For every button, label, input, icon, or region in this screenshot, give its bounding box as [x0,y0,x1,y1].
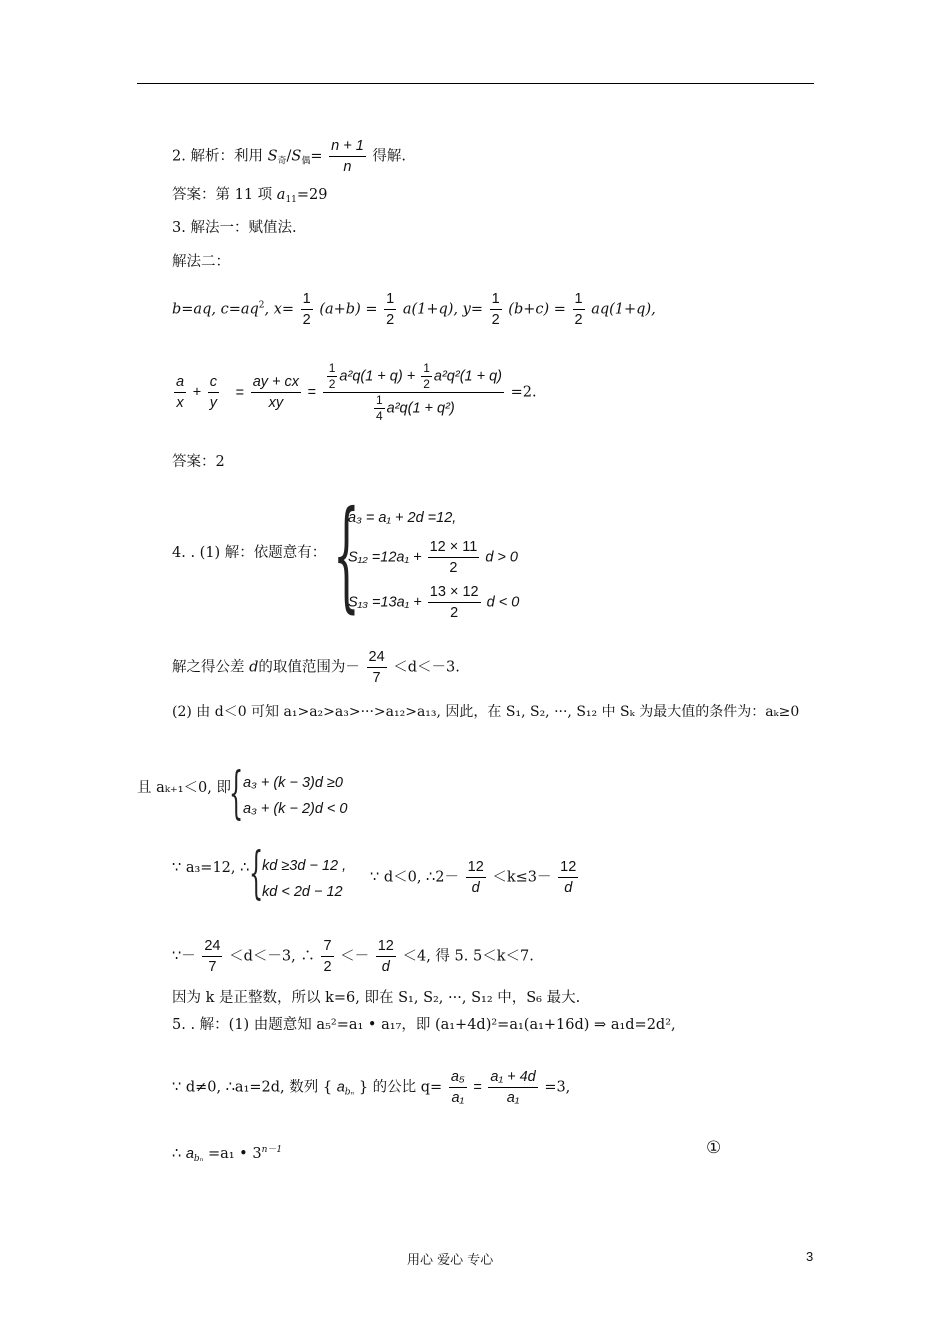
problem5-line1: 5. . 解：(1) 由题意知 a₅²=a₁ • a₁₇，即 (a₁+4d)²=a₁(a₁+16d) ⇒ a₁d=2d², [172,1017,676,1033]
system-eq3: S₁₃ =13a₁ + $\frac{13 \times 12}{2}$ d < 0 [348,584,520,621]
problem5-line3: ∴ $a_{b_n} =a_1$ • $3^{n-1}$ [172,1145,283,1164]
since-brace: { [249,841,264,906]
since1-eq1: kd ≥3d − 12 , [262,858,347,874]
fraction: $\frac{1}{2}$ [386,291,395,328]
problem4-since2: ∵－ $\frac{24}{7}$ ＜d＜－3, ∴ $\frac{7}{2}$ ＜－ $\frac{12}{d}$ ＜4, 得 5. 5＜k＜7. [172,938,534,975]
fraction: $\frac{\text{a₁ + 4d}}{\text{a₁}}$ [490,1069,536,1106]
problem5-line2: ∵ d≠0, ∴a₁=2d, 数列 { $a_{b_n}$ } 的公比 q= $\frac{\text{a₅}}{\text{a₁}}$ = $\frac{\text{a₁ + 4d}}{\text{a₁}}$ =3, [172,1069,571,1106]
system-brace: { [333,486,360,625]
problem3-method1: 3. 解法一：赋值法. [172,220,297,236]
fraction: $\frac{1}{2}$ [302,291,311,328]
fraction: $\frac{12}{d}$ [467,859,484,896]
problem3-method2: 解法二： [172,254,230,270]
problem4-part2: (2) 由 d＜0 可知 a₁>a₂>a₃>···>a₁₂>a₁₃, 因此，在 S₁, S₂, ···, S₁₂ 中 Sₖ 为最大值的条件为：aₖ≥0 [172,704,800,720]
equation-marker: ① [706,1138,722,1158]
problem2-line: 2. 解析：利用 $S_奇/S_偶=$ $\frac{n + 1}{n}$ 得解. [172,138,406,175]
fraction: $\frac{1}{2}$ [574,291,583,328]
fraction: $\frac{7}{2}$ [323,938,332,975]
fraction: $\frac{24}{7}$ [368,649,385,686]
header-rule [137,83,814,84]
problem4-intro: 4. . (1) 解：依题意有： [172,545,327,561]
problem3-line2: $\frac{a}{x}$ + $\frac{c}{y}$ = $\frac{ay + cx}{xy}$ = $\frac{1}{2}$ a²q(1 + q) + $\frac{1}{2}$ a²q²(1 + q) $\frac{1}{4}$ a²q(1 + q²) =2. [176,361,537,423]
problem3-line1: b=aq, $c=aq^2$, x= $\frac{1}{2}$ (a+b) = $\frac{1}{2}$ a(1+q), y= $\frac{1}{2}$ (b+c) = $\frac{1}{2}$ aq(1+q), [172,291,656,328]
condition-brace: { [229,761,244,826]
footer-slogan: 用心 爱心 专心 [407,1253,494,1268]
fraction: $\frac{ay + cx}{xy}$ [252,374,300,411]
fraction: $\frac{n + 1}{n}$ [331,138,364,175]
fraction: $\frac{a}{x}$ [176,374,185,411]
fraction: $\frac{\text{a₅}}{\text{a₁}}$ [450,1069,465,1106]
problem2-answer: 答案：第 11 项 $a_{11}=29$ [172,187,328,205]
fraction: $\frac{12}{d}$ [377,938,394,975]
fraction: $\frac{1}{2}$ [491,291,500,328]
system-eq1: a₃ = a₁ + 2d =12, [348,510,457,526]
system-eq2: S₁₂ =12a₁ + $\frac{12 \times 11}{2}$ d > 0 [348,539,518,576]
big-fraction: $\frac{1}{2}$ a²q(1 + q) + $\frac{1}{2}$ a²q²(1 + q) $\frac{1}{4}$ a²q(1 + q²) [323,362,504,423]
problem4-range: 解之得公差 d的取值范围为－ $\frac{24}{7}$ ＜d＜－3. [172,649,460,686]
fraction: $\frac{24}{7}$ [204,938,221,975]
problem4-condition: 且 aₖ₊₁＜0, 即 [137,780,231,796]
page-number: 3 [806,1249,814,1264]
problem4-conclusion: 因为 k 是正整数，所以 k=6, 即在 S₁, S₂, ···, S₁₂ 中，S₆ 最大. [172,990,581,1006]
fraction: $\frac{c}{y}$ [209,374,218,411]
fraction: $\frac{12}{d}$ [560,859,577,896]
problem4-since1-rest: ∵ d＜0, ∴2－ $\frac{12}{d}$ ＜k≤3－ $\frac{12}{d}$ [370,859,577,896]
problem4-since1-pre: ∵ a₃=12, ∴ [172,860,250,876]
condition-eq1: a₃ + (k − 3)d ≥0 [243,775,343,791]
condition-eq2: a₃ + (k − 2)d < 0 [243,801,348,817]
since1-eq2: kd < 2d − 12 [262,884,343,900]
problem3-answer: 答案：2 [172,454,225,470]
